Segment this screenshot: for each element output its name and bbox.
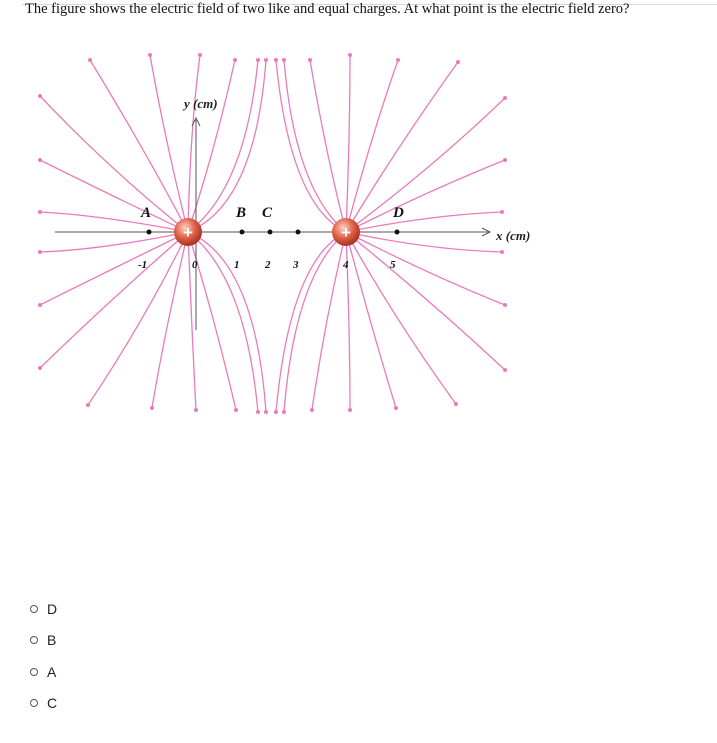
- tick-label-2: 2: [265, 259, 271, 271]
- charge-left: [174, 218, 202, 246]
- tick-label-4: 4: [343, 259, 349, 271]
- field-line-arrowhead: [503, 96, 507, 100]
- tick-label-5: 5: [390, 259, 396, 271]
- question-text: The figure shows the electric field of two like and equal charges. At what point is the electric field zero?: [25, 1, 630, 17]
- field-line-arrowhead: [274, 58, 278, 62]
- tick-label-neg1: -1: [138, 259, 148, 271]
- field-line-arrowhead: [274, 410, 278, 414]
- field-line: [40, 232, 188, 368]
- field-line-arrowhead: [264, 410, 268, 414]
- field-line-arrowhead: [233, 58, 237, 62]
- field-line-arrowhead: [88, 58, 92, 62]
- field-line-arrowhead: [86, 403, 90, 407]
- field-line: [40, 160, 188, 232]
- field-line-arrowhead: [396, 58, 400, 62]
- tick-label-1: 1: [234, 259, 240, 271]
- option-label: A: [47, 663, 57, 680]
- field-lines: [38, 53, 507, 414]
- radio-button[interactable]: [30, 668, 38, 676]
- field-line: [88, 232, 188, 405]
- field-line-arrowhead: [194, 408, 198, 412]
- option-label: C: [47, 695, 58, 712]
- option-b[interactable]: [30, 625, 57, 657]
- charge-right-sign: +: [341, 223, 351, 242]
- field-line: [346, 232, 505, 370]
- field-line-arrowhead: [38, 210, 42, 214]
- field-line-arrowhead: [310, 408, 314, 412]
- field-line-arrowhead: [503, 368, 507, 372]
- field-line-arrowhead: [264, 58, 268, 62]
- field-line-arrowhead: [256, 58, 260, 62]
- field-line-arrowhead: [348, 53, 352, 57]
- point-b-dot: [240, 230, 245, 235]
- option-label: B: [47, 632, 57, 649]
- tick-label-3: 3: [293, 259, 299, 271]
- field-line: [40, 232, 188, 305]
- field-line-arrowhead: [454, 402, 458, 406]
- field-line: [346, 60, 398, 232]
- field-line-arrowhead: [282, 58, 286, 62]
- radio-button[interactable]: [30, 636, 38, 644]
- charge-right: [332, 218, 360, 246]
- field-line-arrowhead: [38, 250, 42, 254]
- radio-button[interactable]: [30, 605, 38, 613]
- field-line: [346, 55, 350, 232]
- point-label-d: D: [393, 205, 404, 221]
- y-axis-label: y (cm): [184, 96, 218, 111]
- field-line-arrowhead: [150, 406, 154, 410]
- answer-options: [30, 593, 57, 719]
- field-line-arrowhead: [348, 408, 352, 412]
- field-line-arrowhead: [282, 410, 286, 414]
- option-c[interactable]: [30, 688, 57, 720]
- field-line: [90, 60, 188, 232]
- option-d[interactable]: [30, 593, 57, 625]
- field-line-arrowhead: [503, 158, 507, 162]
- point-label-a: A: [141, 205, 152, 221]
- field-line: [346, 232, 396, 408]
- tick-label-0: 0: [192, 259, 198, 271]
- point-c-dot: [296, 230, 301, 235]
- electric-field-figure: [0, 40, 560, 430]
- field-line: [346, 160, 505, 232]
- field-line-arrowhead: [394, 406, 398, 410]
- field-line: [310, 60, 346, 232]
- point-a-dot: [147, 230, 152, 235]
- point-label-c: C: [262, 205, 273, 221]
- point-label-b: B: [236, 205, 247, 221]
- field-line-arrowhead: [234, 408, 238, 412]
- field-line: [188, 60, 235, 232]
- field-line: [346, 232, 456, 404]
- field-line: [40, 232, 188, 252]
- point-d-dot: [395, 230, 400, 235]
- field-line-arrowhead: [38, 303, 42, 307]
- field-line-arrowhead: [500, 250, 504, 254]
- point-midpoint-dot: [268, 230, 273, 235]
- field-line: [188, 55, 200, 232]
- field-line-arrowhead: [308, 58, 312, 62]
- field-line-arrowhead: [256, 410, 260, 414]
- field-line-arrowhead: [500, 210, 504, 214]
- field-line-arrowhead: [38, 366, 42, 370]
- field-line: [346, 232, 502, 252]
- field-line: [346, 232, 505, 305]
- radio-button[interactable]: [30, 699, 38, 707]
- field-line: [346, 98, 505, 232]
- option-a[interactable]: [30, 656, 57, 688]
- field-line-arrowhead: [38, 158, 42, 162]
- charge-left-sign: +: [183, 223, 193, 242]
- field-line: [40, 96, 188, 232]
- field-line-arrowhead: [38, 94, 42, 98]
- option-label: D: [47, 600, 58, 617]
- x-axis-label: x (cm): [496, 228, 531, 243]
- field-line-arrowhead: [148, 53, 152, 57]
- field-line-arrowhead: [456, 60, 460, 64]
- field-line-arrowhead: [198, 53, 202, 57]
- field-line-arrowhead: [503, 303, 507, 307]
